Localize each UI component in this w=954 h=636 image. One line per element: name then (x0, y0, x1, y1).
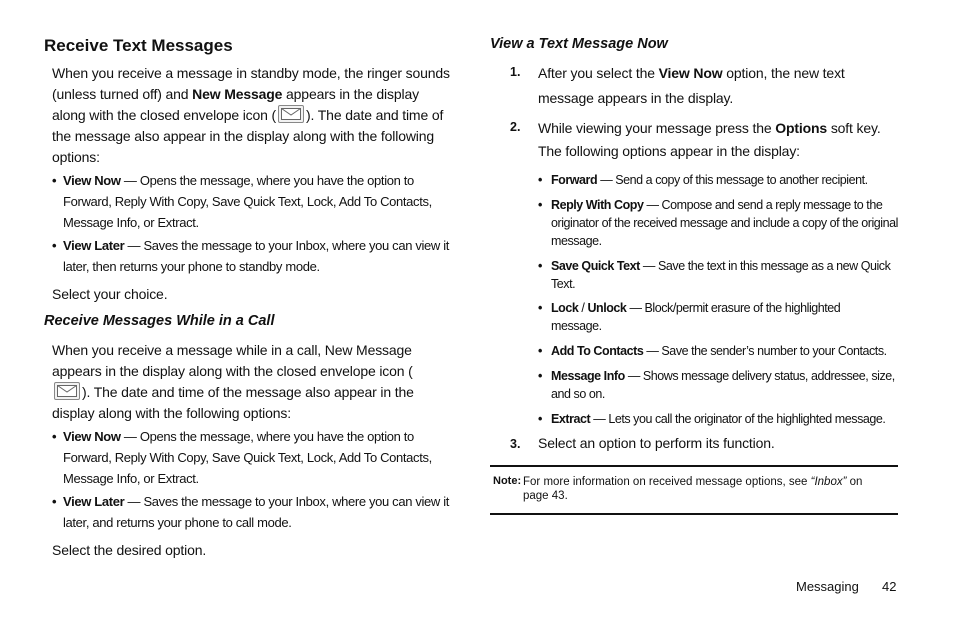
bullet-text: — Opens the message, where you have the option to Forward, Reply With Copy, Save Quick Text, Lock, Add To Contacts, Message Info, or Extract. (63, 429, 432, 486)
envelope-icon (54, 382, 80, 400)
option-extract (538, 410, 911, 428)
section-heading: Receive Text Messages (44, 36, 233, 55)
note-box (490, 465, 898, 515)
bullet-text: — Saves the message to your Inbox, where you can view it later, then returns your phone to standby mode. (63, 238, 450, 274)
bullet-view-later-call (52, 491, 455, 533)
option-term: Add To Contacts (551, 344, 644, 358)
note-link[interactable]: “Inbox” (810, 476, 847, 488)
note-text (523, 475, 883, 503)
option-lock-unlock (538, 299, 871, 335)
option-term: Reply With Copy (551, 198, 644, 212)
step-1-bold: View Now (658, 65, 723, 81)
envelope-icon (278, 105, 304, 123)
bullet-dot: • (52, 494, 57, 509)
bullet-term: View Now (63, 173, 121, 188)
step-1-number: 1. (510, 65, 521, 79)
note-label: Note: (493, 475, 522, 487)
option-text: — Send a copy of this message to another recipient. (597, 173, 868, 187)
option-forward (538, 171, 901, 189)
bullet-dot: • (538, 198, 542, 212)
step-1-text-a: After you select the (538, 65, 659, 81)
select-choice: Select your choice. (52, 286, 168, 302)
bullet-dot: • (538, 173, 542, 187)
step-2-text-a: While viewing your message press the (538, 120, 776, 136)
option-term: Lock (551, 301, 579, 315)
step-2-number: 2. (510, 120, 521, 134)
step-2-sub: The following options appear in the display: (538, 143, 800, 159)
intro-text-2: appears in the display along with the closed envelope icon ( (52, 86, 419, 123)
bullet-dot: • (538, 412, 542, 426)
bullet-dot: • (538, 369, 542, 383)
option-text: — Lets you call the originator of the highlighted message. (590, 412, 886, 426)
option-reply-with-copy (538, 196, 901, 250)
step-1 (538, 61, 878, 111)
option-save-quick-text (538, 257, 911, 293)
intro-text-1: When you receive a message in standby mode, the ringer sounds (unless turned off) and (52, 65, 450, 102)
bullet-dot: • (538, 344, 542, 358)
option-message-info (538, 367, 911, 403)
bullet-term: View Later (63, 238, 125, 253)
call-text-1: When you receive a message while in a call, New Message appears in the display along with the closed envelope icon ( (52, 342, 413, 379)
bullet-term: View Later (63, 494, 125, 509)
step-3: Select an option to perform its function. (538, 435, 775, 451)
select-desired: Select the desired option. (52, 542, 207, 558)
option-term: Save Quick Text (551, 259, 640, 273)
intro-text-3: ). The date and time of the message also appear in the display along with the following options: (52, 107, 444, 165)
bullet-view-later (52, 235, 455, 277)
step-2-text-b: soft key. (827, 120, 881, 136)
bullet-dot: • (538, 259, 542, 273)
bullet-text: — Opens the message, where you have the option to Forward, Reply With Copy, Save Quick Text, Lock, Add To Contacts, Message Info, or Extract. (63, 173, 432, 230)
step-2-bold: Options (775, 120, 828, 136)
footer-section: Messaging (796, 579, 859, 594)
option-term: Extract (551, 412, 591, 426)
bullet-dot: • (52, 173, 57, 188)
bullet-text: — Saves the message to your Inbox, where you can view it later, and returns your phone to call mode. (63, 494, 450, 530)
intro-bold: New Message (192, 86, 283, 102)
option-text: — Compose and send a reply message to the originator of the received message and include a copy of the original message. (551, 198, 898, 248)
note-text-b: on page 43. (523, 476, 863, 502)
note-text-a: For more information on received message options, see (523, 476, 811, 488)
option-term: Message Info (551, 369, 625, 383)
bullet-view-now-call (52, 426, 455, 489)
option-text: — Shows message delivery status, addressee, size, and so on. (551, 369, 895, 401)
page-number: 42 (882, 579, 897, 594)
bullet-dot: • (538, 301, 542, 315)
call-text-2: ). The date and time of the message also appear in the display along with the following options: (52, 384, 414, 421)
option-text: — Save the sender’s number to your Contacts. (643, 344, 887, 358)
option-term-2: Unlock (587, 301, 627, 315)
bullet-dot: • (52, 238, 57, 253)
option-text: — Block/permit erasure of the highlighted message. (551, 301, 841, 333)
option-add-to-contacts (538, 342, 911, 360)
option-sep: / (578, 301, 588, 315)
bullet-view-now (52, 170, 455, 233)
call-paragraph (52, 340, 442, 424)
option-term: Forward (551, 173, 598, 187)
option-text: — Save the text in this message as a new Quick Text. (551, 259, 891, 291)
step-1-text-b: option, the new text message appears in the display. (538, 65, 845, 106)
bullet-term: View Now (63, 429, 121, 444)
subheading: Receive Messages While in a Call (44, 313, 275, 329)
intro-paragraph (52, 63, 452, 168)
bullet-dot: • (52, 429, 57, 444)
step-2 (538, 116, 888, 141)
right-heading: View a Text Message Now (490, 36, 668, 52)
step-3-number: 3. (510, 437, 521, 451)
